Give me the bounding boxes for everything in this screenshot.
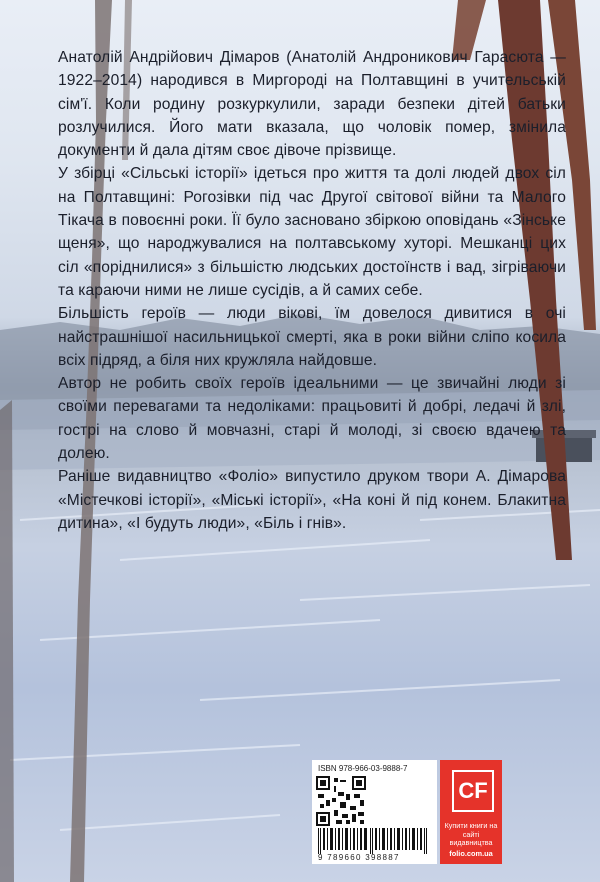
paragraph-author-bio: Анатолій Андрійович Дімаров (Анатолій Андроникович Гарасюта — 1922–2014) народився в Миргороді на Полтавщині в учительській сім'ї. Коли родину розкуркулили, заради безпеки дітей батьки розлучилися. Його мати вказала, що чоловік помер, змінила документи й дала дітям своє дівоче прізвище.	[58, 49, 566, 160]
snow-streaks	[10, 505, 600, 830]
left-edge-trunk	[0, 400, 14, 882]
promo-text: Купити книги на сайті видавництва	[444, 821, 498, 848]
barcode-icon	[316, 828, 433, 854]
isbn-label	[312, 760, 437, 864]
paragraph-characters: Автор не робить своїх героїв ідеальними — це звичайні люди зі своїми перевагами та недоліками: працьовиті й добрі, ледачі й злі, гострі на слово й мовчазні, старі й молоді, зі своєю вдачею та долею.	[58, 375, 566, 463]
barcode-digits: 9 789660 398887	[318, 853, 400, 862]
paragraph-other-works: Раніше видавництво «Фоліо» випустило друком твори А. Дімарова «Містечкові історії», «Міські історії», «На коні й під конем. Блакитна дитина», «І будуть люди», «Біль і гнів».	[58, 468, 566, 532]
qr-code-icon	[316, 776, 366, 826]
paragraph-heroes: Більшість героїв — люди вікові, їм довелося дивитися в очі найстрашнішої насильницької смерті, яка в роки війни сліпо косила всіх підряд, а біля них кружляла найдовше.	[58, 305, 566, 369]
paragraph-collection: У збірці «Сільські історії» ідеться про життя та долі людей двох сіл на Полтавщині: Рогозівки під час Другої світової війни та Малого Тікача в повоєнні роки. Її було засновано збіркою оповідань «Зінське щеня», що народжувалися на полтавському хуторі. Мешканці цих сіл «поріднилися» з більшістю людських достоїнств і вад, зігріваючи та караючи ними не лише сусідів, а й самих себе.	[58, 165, 566, 299]
promo-site-link[interactable]: folio.com.ua	[449, 849, 493, 858]
annotation-text	[58, 46, 566, 535]
folio-logo: CF	[452, 770, 494, 812]
isbn-number: ISBN 978-966-03-9888-7	[318, 764, 408, 773]
folio-promo-badge	[440, 760, 502, 864]
